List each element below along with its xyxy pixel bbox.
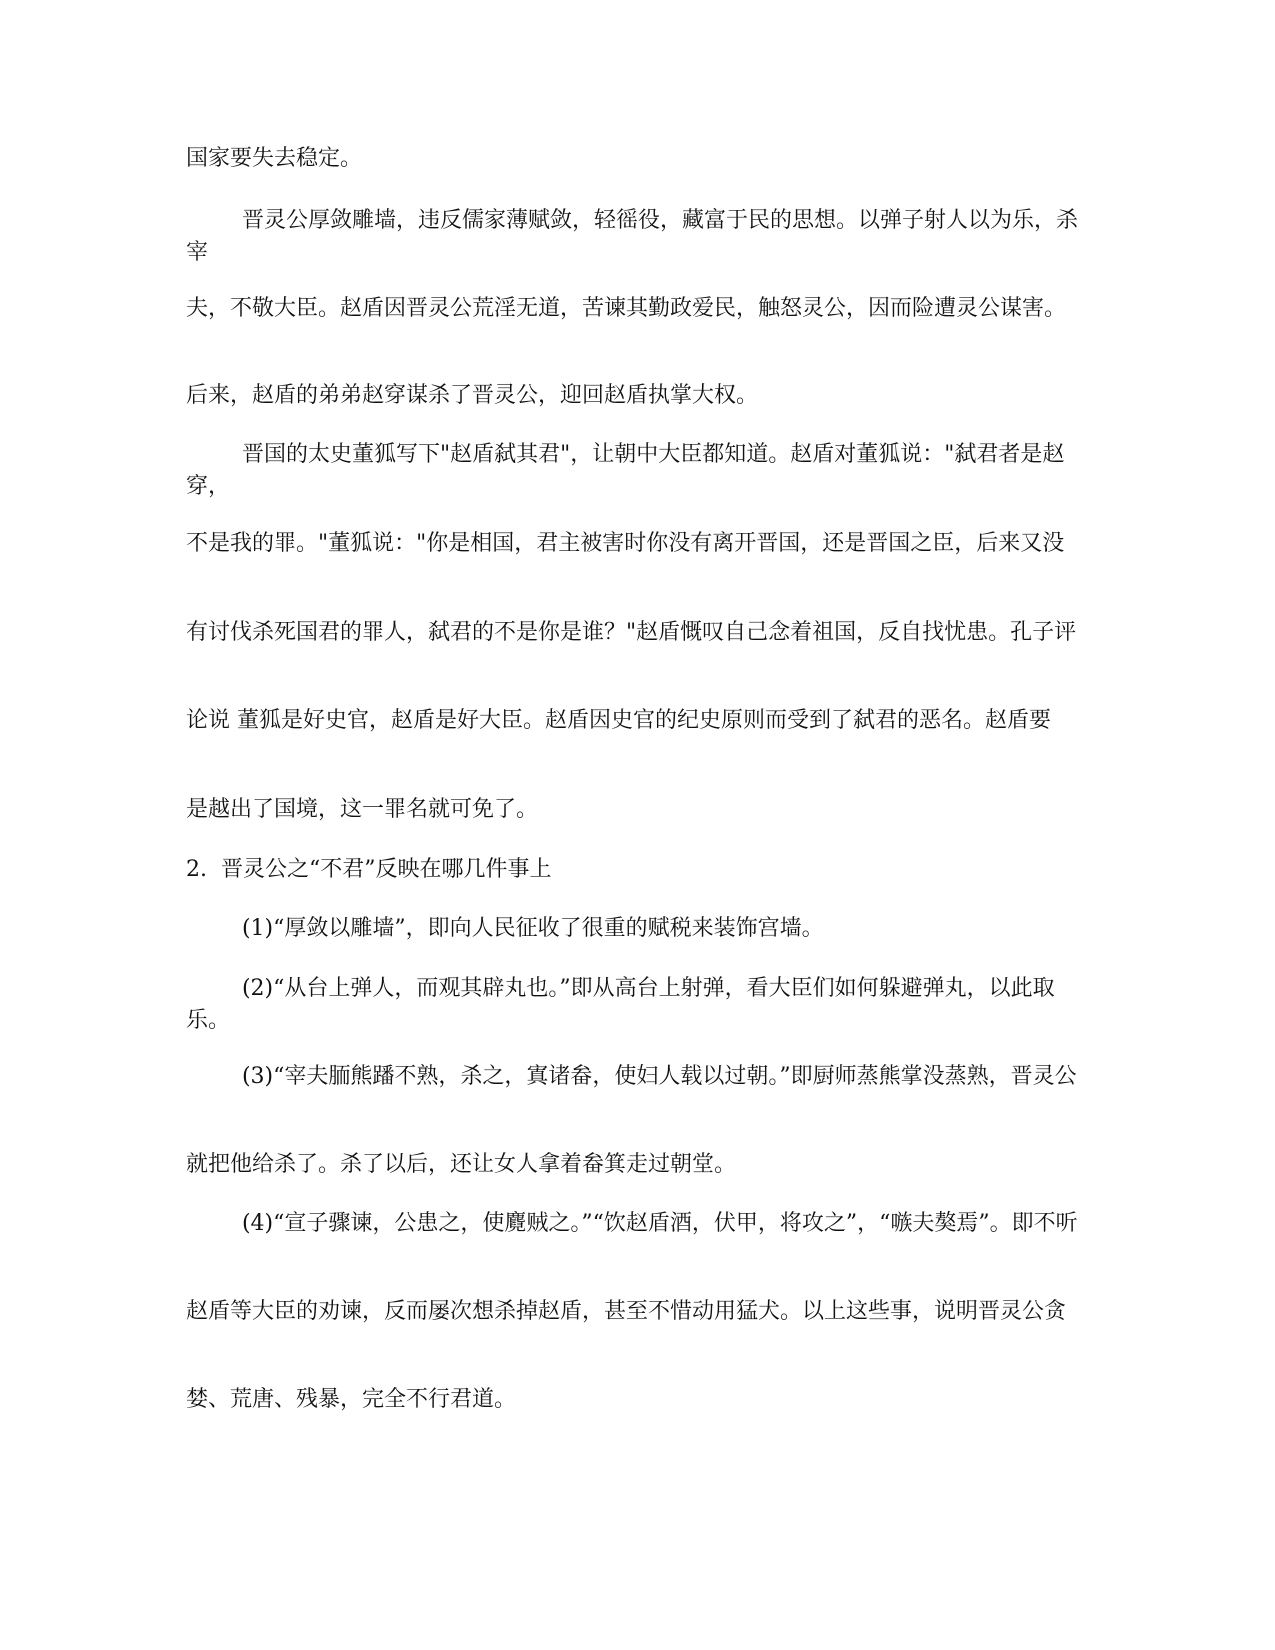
list-item-3-continuation: 就把他给杀了。杀了以后，还让女人拿着畚箕走过朝堂。	[186, 1152, 737, 1177]
paragraph-1: 国家要失去稳定。	[186, 146, 363, 171]
paragraph-2: 晋灵公厚敛雕墙，违反儒家薄赋敛，轻徭役，藏富于民的思想。以弹子射人以为乐，杀宰	[186, 208, 1078, 265]
paragraph-5: 晋国的太史董狐写下"赵盾弑其君"，让朝中大臣都知道。赵盾对董狐说："弑君者是赵穿，	[186, 442, 1065, 499]
paragraph-8: 论说 董狐是好史官，赵盾是好大臣。赵盾因史官的纪史原则而受到了弑君的恶名。赵盾要	[186, 708, 1051, 733]
paragraph-7: 有讨伐杀死国君的罪人，弑君的不是你是谁？"赵盾慨叹自己念着祖国，反自找忧患。孔子评	[186, 620, 1077, 645]
list-item-2: (2)“从台上弹人，而观其辟丸也。”即从高台上射弹，看大臣们如何躲避弹丸，以此取乐。	[186, 976, 1055, 1033]
list-item-1: (1)“厚敛以雕墙”，即向人民征收了很重的赋税来装饰宫墙。	[186, 916, 824, 941]
list-item-3: (3)“宰夫胹熊蹯不熟，杀之，寘诸畚，使妇人载以过朝。”即厨师蒸熊掌没蒸熟，晋灵公	[186, 1064, 1077, 1089]
paragraph-9: 是越出了国境，这一罪名就可免了。	[186, 797, 539, 822]
list-item-4-continuation: 赵盾等大臣的劝谏，反而屡次想杀掉赵盾，甚至不惜动用猛犬。以上这些事，说明晋灵公贪	[186, 1299, 1067, 1324]
paragraph-4: 后来，赵盾的弟弟赵穿谋杀了晋灵公，迎回赵盾执掌大权。	[186, 383, 759, 408]
section-heading: 2. 晋灵公之“不君”反映在哪几件事上	[186, 857, 552, 882]
closing-paragraph: 婪、荒唐、残暴，完全不行君道。	[186, 1387, 517, 1412]
paragraph-6: 不是我的罪。"董狐说："你是相国，君主被害时你没有离开晋国，还是晋国之臣，后来又没	[186, 531, 1065, 556]
paragraph-3: 夫，不敬大臣。赵盾因晋灵公荒淫无道，苦谏其勤政爱民，触怒灵公，因而险遭灵公谋害。	[186, 296, 1067, 321]
list-item-4: (4)“宣子骤谏，公患之，使麑贼之。”“饮赵盾酒，伏甲，将攻之”，“嗾夫獒焉”。即不听	[186, 1211, 1078, 1236]
